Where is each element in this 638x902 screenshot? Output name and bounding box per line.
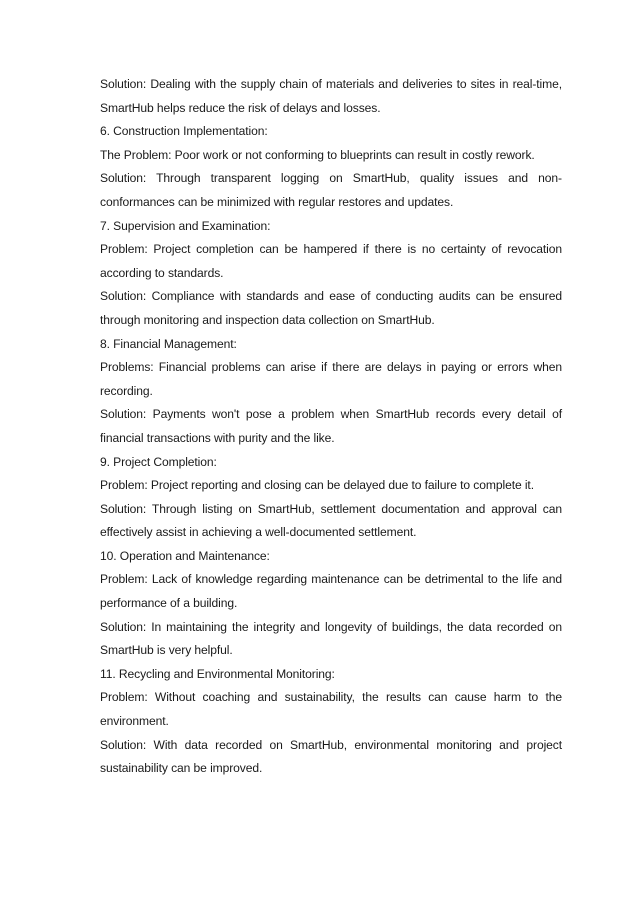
paragraph-problem-construction: The Problem: Poor work or not conforming to blueprints can result in costly rework. <box>100 147 535 162</box>
paragraph-solution-environmental: Solution: With data recorded on SmartHub, environmental monitoring and project sustainability can be improved. <box>100 737 562 776</box>
section-heading-supervision-examination: 7. Supervision and Examination: <box>100 218 271 233</box>
paragraph-problem-maintenance: Problem: Lack of knowledge regarding maintenance can be detrimental to the life and performance of a building. <box>100 572 562 611</box>
paragraph-solution-maintenance: Solution: In maintaining the integrity and longevity of buildings, the data recorded on SmartHub is very helpful. <box>100 619 562 658</box>
section-heading-project-completion: 9. Project Completion: <box>100 454 217 469</box>
section-heading-operation-maintenance: 10. Operation and Maintenance: <box>100 548 270 563</box>
paragraph-problem-financial: Problems: Financial problems can arise if there are delays in paying or errors when recording. <box>100 360 562 398</box>
section-heading-construction-implementation: 6. Construction Implementation: <box>100 124 268 139</box>
paragraph-solution-supervision: Solution: Compliance with standards and ease of conducting audits can be ensured through monitoring and inspection data collection on SmartHub. <box>100 289 562 327</box>
document-page <box>100 73 562 781</box>
section-heading-financial-management: 8. Financial Management: <box>100 336 237 351</box>
paragraph-solution-completion: Solution: Through listing on SmartHub, settlement documentation and approval can effectively assist in achieving a well-documented settlement. <box>100 501 562 540</box>
paragraph-problem-environmental: Problem: Without coaching and sustainability, the results can cause harm to the environment. <box>100 690 562 729</box>
paragraph-problem-supervision: Problem: Project completion can be hampered if there is no certainty of revocation according to standards. <box>100 242 562 280</box>
paragraph-solution-financial: Solution: Payments won't pose a problem when SmartHub records every detail of financial transactions with purity and the like. <box>100 407 562 445</box>
paragraph-solution-supply-chain: Solution: Dealing with the supply chain of materials and deliveries to sites in real-time, SmartHub helps reduce the risk of delays and losses. <box>100 77 562 115</box>
paragraph-problem-completion: Problem: Project reporting and closing can be delayed due to failure to complete it. <box>100 478 534 493</box>
paragraph-solution-construction: Solution: Through transparent logging on SmartHub, quality issues and non-conformances can be minimized with regular restores and updates. <box>100 171 562 209</box>
section-heading-recycling-environmental: 11. Recycling and Environmental Monitoring: <box>100 666 335 681</box>
